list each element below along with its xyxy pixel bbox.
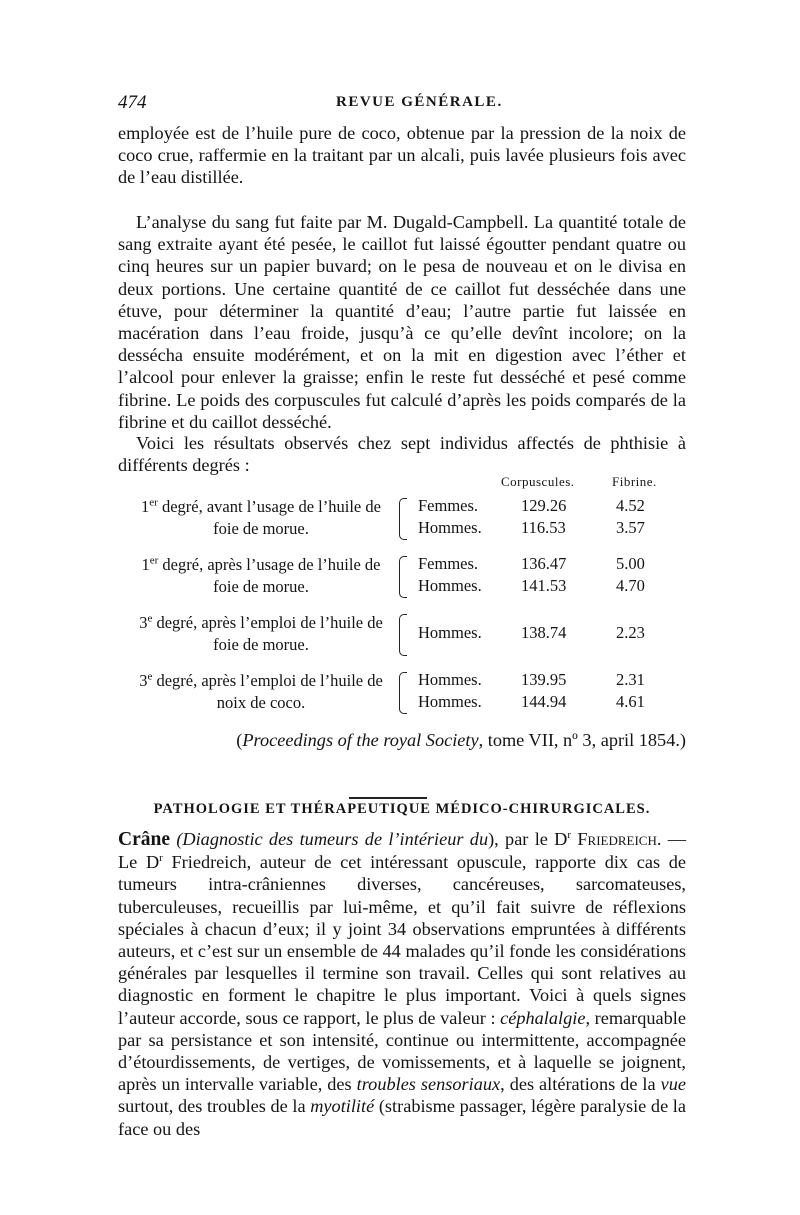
paragraph-crane: Crâne (Diagnostic des tumeurs de l’intérieur du), par le $D^r$ Friedreich. — Le $D^r$ Friedreich, auteur de cet intéressant opuscule, rapporte dix cas de tumeurs intra-crâniennes diverses, cancéreuses, sarcomateuses, tuberculeuses, recueillis par lui-même, et qu’il fait suivre de réflexions spéciales à chacun d’eux; il y joint 34 observations empruntées à différents auteurs, et c’est sur un ensemble de 44 malades qu’il fonde les considérations générales par lesquelles il termine son travail. Celles qui sont relatives au diagnostic en forment le chapitre le plus important. Voici à quels signes l’auteur accorde, sous ce rapport, le plus de valeur : céphalalgie, remarquable par sa persistance et son intensité, continue ou intermittente, accompagnée d’étourdissements, de vertiges, de vomissements, et à laquelle se joignent, après un intervalle variable, des troubles sensoriaux, des altérations de la vue surtout, des troubles de la myotilité (strabisme passager, légère paralysie de la face ou des xyxy=(118,828,687,1139)
page-header xyxy=(118,92,686,116)
table-row: Hommes. 138.74 2.23 xyxy=(418,623,645,642)
table-row: Hommes. 116.53 3.57 xyxy=(418,518,645,537)
keyword-crane: Crâne xyxy=(118,829,170,850)
table-row: Femmes. 136.47 5.00 xyxy=(418,554,645,573)
table-row: Femmes. 129.26 4.52 xyxy=(418,496,645,515)
page-number: 474 xyxy=(118,92,147,113)
group-description: 3e degré, après l’emploi de l’huile de noix de coco. xyxy=(139,670,383,712)
table-row: Hommes. 144.94 4.61 xyxy=(418,692,645,711)
group-description: 3e degré, après l’emploi de l’huile de foie de morue. xyxy=(139,612,383,654)
citation: (Proceedings of the royal Society, tome VII, nº 3, april 1854.) xyxy=(236,730,686,750)
brace xyxy=(399,672,407,714)
table-row: Hommes. 141.53 4.70 xyxy=(418,576,645,595)
table-row: Hommes. 139.95 2.31 xyxy=(418,670,645,689)
brace xyxy=(399,614,407,656)
column-header-corpuscules: Corpuscules. xyxy=(501,474,575,489)
brace xyxy=(399,498,407,540)
brace xyxy=(399,556,407,598)
column-header-fibrine: Fibrine. xyxy=(612,474,657,489)
paragraph-coconut-oil: employée est de l’huile pure de coco, obtenue par la pression de la noix de coco crue, raffermie en la traitant par un alcali, puis lavée plusieurs fois avec de l’eau distillée. xyxy=(118,123,686,188)
paragraph-results-intro: Voici les résultats observés chez sept individus affectés de phthisie à différents degrés : xyxy=(118,433,686,476)
section-title: PATHOLOGIE ET THÉRAPEUTIQUE MÉDICO-CHIRURGICALES. xyxy=(153,801,651,817)
paragraph-blood-analysis: L’analyse du sang fut faite par M. Dugald-Campbell. La quantité totale de sang extraite ayant été pesée, le caillot fut laissé égoutter pendant quatre ou cinq heures sur un papier buvard; on le pesa de nouveau et on le divisa en deux portions. Une certaine quantité de ce caillot fut desséchée dans une étuve, pour déterminer la quantité d’eau; l’autre partie fut laissée en macération dans l’eau froide, jusqu’à ce qu’elle devînt incolore; on la dessécha ensuite modérément, et on la mit en digestion avec l’éther et l’alcool pour enlever la graisse; enfin le reste fut desséché et pesé comme fibrine. Le poids des corpuscules fut calculé d’après les poids comparés de la fibrine et du caillot desséché. xyxy=(118,212,686,432)
running-title: REVUE GÉNÉRALE. xyxy=(336,94,503,110)
group-description: 1er degré, avant l’usage de l’huile de foie de morue. xyxy=(141,496,381,538)
section-divider xyxy=(349,797,427,799)
group-description: 1er degré, après l’usage de l’huile de foie de morue. xyxy=(141,554,381,596)
